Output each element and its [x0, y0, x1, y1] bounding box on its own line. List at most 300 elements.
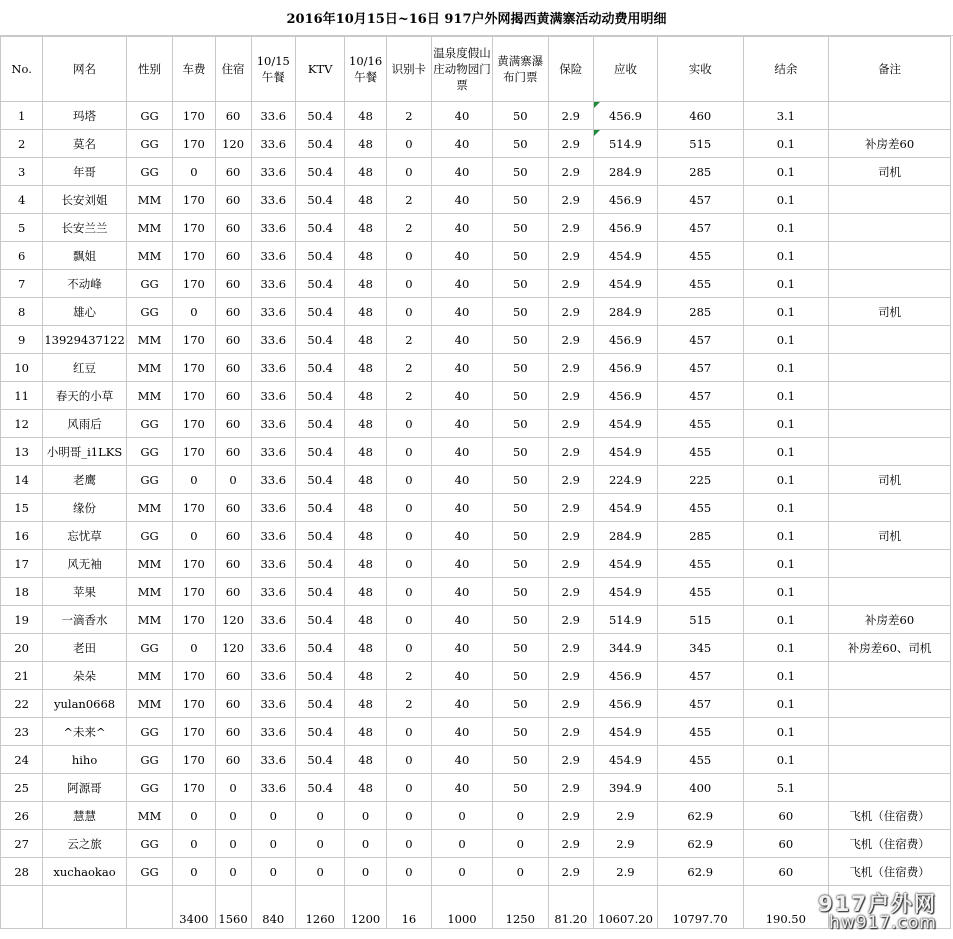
table-cell[interactable]: 40: [432, 550, 493, 578]
table-cell[interactable]: hiho: [43, 746, 127, 774]
table-cell[interactable]: 0: [432, 802, 493, 830]
table-cell[interactable]: 50.4: [295, 662, 345, 690]
table-cell[interactable]: 2.9: [593, 802, 657, 830]
table-cell[interactable]: [829, 354, 951, 382]
table-cell[interactable]: 4: [1, 186, 43, 214]
table-cell[interactable]: 5: [1, 214, 43, 242]
table-cell[interactable]: 0.1: [743, 270, 829, 298]
table-cell[interactable]: 457: [657, 690, 743, 718]
table-cell[interactable]: 2: [1, 130, 43, 158]
table-cell[interactable]: 40: [432, 662, 493, 690]
table-cell[interactable]: 0: [173, 158, 215, 186]
table-cell[interactable]: 老鹰: [43, 466, 127, 494]
table-cell[interactable]: 455: [657, 410, 743, 438]
table-cell[interactable]: 40: [432, 690, 493, 718]
table-cell[interactable]: 0: [173, 298, 215, 326]
table-cell[interactable]: 一滴香水: [43, 606, 127, 634]
table-cell[interactable]: 莫名: [43, 130, 127, 158]
table-cell[interactable]: 460: [657, 102, 743, 130]
table-cell[interactable]: 62.9: [657, 858, 743, 886]
table-cell[interactable]: 40: [432, 130, 493, 158]
table-cell[interactable]: 0: [215, 466, 251, 494]
table-cell[interactable]: 朵朵: [43, 662, 127, 690]
table-cell[interactable]: 50: [492, 522, 548, 550]
table-cell[interactable]: 2: [386, 102, 431, 130]
table-cell[interactable]: 19: [1, 606, 43, 634]
table-cell[interactable]: 48: [345, 326, 386, 354]
table-cell[interactable]: 33.6: [251, 606, 295, 634]
table-cell[interactable]: 40: [432, 494, 493, 522]
col-fare-header[interactable]: 车费: [173, 37, 215, 102]
table-cell[interactable]: 2.9: [548, 494, 593, 522]
table-cell[interactable]: 40: [432, 578, 493, 606]
table-cell[interactable]: GG: [126, 270, 172, 298]
table-cell[interactable]: 1: [1, 102, 43, 130]
table-cell[interactable]: 457: [657, 354, 743, 382]
table-cell[interactable]: 0.1: [743, 494, 829, 522]
table-cell[interactable]: 0: [173, 634, 215, 662]
table-cell[interactable]: MM: [126, 242, 172, 270]
table-cell[interactable]: 飘姐: [43, 242, 127, 270]
table-cell[interactable]: 0: [492, 802, 548, 830]
table-cell[interactable]: 48: [345, 690, 386, 718]
table-cell[interactable]: 0: [386, 578, 431, 606]
table-cell[interactable]: GG: [126, 522, 172, 550]
table-cell[interactable]: 40: [432, 634, 493, 662]
col-remarks-header[interactable]: 备注: [829, 37, 951, 102]
table-cell[interactable]: 60: [215, 438, 251, 466]
table-cell[interactable]: 0: [173, 830, 215, 858]
table-cell[interactable]: 0.1: [743, 746, 829, 774]
table-cell[interactable]: 2.9: [548, 662, 593, 690]
table-cell[interactable]: MM: [126, 382, 172, 410]
table-cell[interactable]: 0.1: [743, 550, 829, 578]
table-cell[interactable]: 0: [386, 158, 431, 186]
table-cell[interactable]: 28: [1, 858, 43, 886]
table-cell[interactable]: 0: [386, 270, 431, 298]
totals-cell[interactable]: [1, 886, 43, 929]
table-cell[interactable]: 50: [492, 158, 548, 186]
table-cell[interactable]: 50.4: [295, 214, 345, 242]
table-cell[interactable]: GG: [126, 410, 172, 438]
table-cell[interactable]: 0: [386, 438, 431, 466]
table-cell[interactable]: 小明哥_i1LKS: [43, 438, 127, 466]
table-cell[interactable]: 2.9: [593, 830, 657, 858]
table-cell[interactable]: [829, 102, 951, 130]
table-cell[interactable]: 2.9: [548, 522, 593, 550]
table-cell[interactable]: 48: [345, 354, 386, 382]
table-cell[interactable]: 2.9: [548, 298, 593, 326]
table-cell[interactable]: [829, 774, 951, 802]
table-cell[interactable]: 50: [492, 746, 548, 774]
table-cell[interactable]: 0.1: [743, 634, 829, 662]
table-cell[interactable]: 50: [492, 326, 548, 354]
table-cell[interactable]: 514.9: [593, 130, 657, 158]
table-cell[interactable]: [829, 578, 951, 606]
table-cell[interactable]: 7: [1, 270, 43, 298]
table-cell[interactable]: 2.9: [548, 438, 593, 466]
table-cell[interactable]: 司机: [829, 466, 951, 494]
table-cell[interactable]: 455: [657, 718, 743, 746]
table-cell[interactable]: xuchaokao: [43, 858, 127, 886]
table-cell[interactable]: 170: [173, 718, 215, 746]
table-cell[interactable]: 48: [345, 522, 386, 550]
table-cell[interactable]: 22: [1, 690, 43, 718]
table-cell[interactable]: 年哥: [43, 158, 127, 186]
table-cell[interactable]: 40: [432, 102, 493, 130]
totals-cell[interactable]: 10797.70: [657, 886, 743, 929]
table-cell[interactable]: 2.9: [548, 578, 593, 606]
table-cell[interactable]: 0.1: [743, 130, 829, 158]
table-cell[interactable]: 33.6: [251, 382, 295, 410]
table-cell[interactable]: [829, 270, 951, 298]
table-cell[interactable]: 60: [215, 522, 251, 550]
table-cell[interactable]: yulan0668: [43, 690, 127, 718]
totals-cell[interactable]: 16: [386, 886, 431, 929]
table-cell[interactable]: 170: [173, 242, 215, 270]
table-cell[interactable]: 33.6: [251, 158, 295, 186]
table-cell[interactable]: GG: [126, 830, 172, 858]
table-cell[interactable]: 2.9: [593, 858, 657, 886]
table-cell[interactable]: 0: [386, 774, 431, 802]
table-cell[interactable]: 284.9: [593, 158, 657, 186]
table-cell[interactable]: MM: [126, 662, 172, 690]
table-cell[interactable]: 50.4: [295, 130, 345, 158]
table-cell[interactable]: 50.4: [295, 746, 345, 774]
table-cell[interactable]: 33.6: [251, 550, 295, 578]
table-cell[interactable]: 50.4: [295, 326, 345, 354]
table-cell[interactable]: 0: [386, 550, 431, 578]
table-cell[interactable]: 33.6: [251, 326, 295, 354]
col-idcard-header[interactable]: 识别卡: [386, 37, 431, 102]
table-cell[interactable]: 456.9: [593, 214, 657, 242]
table-cell[interactable]: 缘份: [43, 494, 127, 522]
table-cell[interactable]: 50: [492, 186, 548, 214]
table-cell[interactable]: 0.1: [743, 606, 829, 634]
table-cell[interactable]: 170: [173, 746, 215, 774]
table-cell[interactable]: 455: [657, 746, 743, 774]
table-cell[interactable]: 284.9: [593, 298, 657, 326]
table-cell[interactable]: 48: [345, 438, 386, 466]
table-cell[interactable]: 400: [657, 774, 743, 802]
table-cell[interactable]: 33.6: [251, 270, 295, 298]
table-cell[interactable]: 9: [1, 326, 43, 354]
table-cell[interactable]: 456.9: [593, 326, 657, 354]
table-cell[interactable]: [829, 382, 951, 410]
table-cell[interactable]: 50.4: [295, 718, 345, 746]
table-cell[interactable]: [829, 746, 951, 774]
table-cell[interactable]: MM: [126, 326, 172, 354]
table-cell[interactable]: 48: [345, 158, 386, 186]
table-cell[interactable]: 120: [215, 130, 251, 158]
table-cell[interactable]: 40: [432, 186, 493, 214]
table-cell[interactable]: [829, 494, 951, 522]
table-cell[interactable]: 120: [215, 606, 251, 634]
table-cell[interactable]: 48: [345, 606, 386, 634]
table-cell[interactable]: 2.9: [548, 466, 593, 494]
table-cell[interactable]: 0: [386, 606, 431, 634]
table-cell[interactable]: 456.9: [593, 690, 657, 718]
table-cell[interactable]: 454.9: [593, 718, 657, 746]
table-cell[interactable]: 风雨后: [43, 410, 127, 438]
totals-cell[interactable]: 840: [251, 886, 295, 929]
table-cell[interactable]: 60: [215, 494, 251, 522]
table-cell[interactable]: 2.9: [548, 802, 593, 830]
table-cell[interactable]: 457: [657, 214, 743, 242]
table-cell[interactable]: 40: [432, 158, 493, 186]
table-cell[interactable]: 394.9: [593, 774, 657, 802]
table-cell[interactable]: GG: [126, 774, 172, 802]
table-cell[interactable]: 18: [1, 578, 43, 606]
table-cell[interactable]: 2.9: [548, 214, 593, 242]
table-cell[interactable]: 长安兰兰: [43, 214, 127, 242]
table-cell[interactable]: 2.9: [548, 690, 593, 718]
table-cell[interactable]: 5.1: [743, 774, 829, 802]
table-cell[interactable]: 515: [657, 606, 743, 634]
table-cell[interactable]: 48: [345, 102, 386, 130]
table-cell[interactable]: [829, 242, 951, 270]
table-cell[interactable]: 40: [432, 354, 493, 382]
table-cell[interactable]: 456.9: [593, 382, 657, 410]
table-cell[interactable]: 50: [492, 382, 548, 410]
table-cell[interactable]: 515: [657, 130, 743, 158]
table-cell[interactable]: 0.1: [743, 326, 829, 354]
table-cell[interactable]: 457: [657, 382, 743, 410]
table-cell[interactable]: 0: [386, 494, 431, 522]
table-cell[interactable]: 0: [295, 802, 345, 830]
table-cell[interactable]: 60: [215, 550, 251, 578]
table-cell[interactable]: 345: [657, 634, 743, 662]
table-cell[interactable]: 48: [345, 578, 386, 606]
table-cell[interactable]: 170: [173, 606, 215, 634]
table-cell[interactable]: 170: [173, 382, 215, 410]
table-cell[interactable]: 补房差60、司机: [829, 634, 951, 662]
table-cell[interactable]: ^未来^: [43, 718, 127, 746]
table-cell[interactable]: 50.4: [295, 606, 345, 634]
table-cell[interactable]: 2.9: [548, 326, 593, 354]
table-cell[interactable]: 50: [492, 298, 548, 326]
table-cell[interactable]: 2.9: [548, 858, 593, 886]
col-receivable-header[interactable]: 应收: [593, 37, 657, 102]
table-cell[interactable]: 13: [1, 438, 43, 466]
table-cell[interactable]: 50: [492, 102, 548, 130]
table-cell[interactable]: 456.9: [593, 102, 657, 130]
table-cell[interactable]: 50.4: [295, 242, 345, 270]
table-cell[interactable]: 25: [1, 774, 43, 802]
table-cell[interactable]: 0.1: [743, 466, 829, 494]
table-cell[interactable]: 20: [1, 634, 43, 662]
table-cell[interactable]: 40: [432, 270, 493, 298]
table-cell[interactable]: GG: [126, 158, 172, 186]
table-cell[interactable]: 0: [295, 830, 345, 858]
table-cell[interactable]: 457: [657, 186, 743, 214]
table-cell[interactable]: 2: [386, 662, 431, 690]
table-cell[interactable]: 455: [657, 550, 743, 578]
table-cell[interactable]: [829, 186, 951, 214]
table-cell[interactable]: 2.9: [548, 718, 593, 746]
totals-cell[interactable]: 1200: [345, 886, 386, 929]
table-cell[interactable]: 0: [215, 858, 251, 886]
table-cell[interactable]: 40: [432, 718, 493, 746]
table-cell[interactable]: 0.1: [743, 690, 829, 718]
table-cell[interactable]: 0: [215, 774, 251, 802]
table-cell[interactable]: 33.6: [251, 522, 295, 550]
table-cell[interactable]: 33.6: [251, 298, 295, 326]
table-cell[interactable]: 48: [345, 186, 386, 214]
table-cell[interactable]: 456.9: [593, 662, 657, 690]
table-cell[interactable]: 33.6: [251, 102, 295, 130]
table-cell[interactable]: 62.9: [657, 830, 743, 858]
table-cell[interactable]: 224.9: [593, 466, 657, 494]
col-ktv-header[interactable]: KTV: [295, 37, 345, 102]
table-cell[interactable]: 23: [1, 718, 43, 746]
table-cell[interactable]: 司机: [829, 522, 951, 550]
table-cell[interactable]: 170: [173, 662, 215, 690]
table-cell[interactable]: 60: [215, 354, 251, 382]
table-cell[interactable]: 62.9: [657, 802, 743, 830]
table-cell[interactable]: 170: [173, 102, 215, 130]
table-cell[interactable]: 40: [432, 410, 493, 438]
table-cell[interactable]: [829, 690, 951, 718]
table-cell[interactable]: 170: [173, 550, 215, 578]
table-cell[interactable]: 0: [295, 858, 345, 886]
table-cell[interactable]: MM: [126, 494, 172, 522]
table-cell[interactable]: 33.6: [251, 130, 295, 158]
table-cell[interactable]: 456.9: [593, 186, 657, 214]
table-cell[interactable]: 50.4: [295, 690, 345, 718]
table-cell[interactable]: 6: [1, 242, 43, 270]
table-cell[interactable]: 0: [386, 718, 431, 746]
table-cell[interactable]: 225: [657, 466, 743, 494]
table-cell[interactable]: 0: [386, 466, 431, 494]
table-cell[interactable]: 455: [657, 270, 743, 298]
table-cell[interactable]: 0.1: [743, 718, 829, 746]
table-cell[interactable]: 456.9: [593, 354, 657, 382]
table-cell[interactable]: 50: [492, 550, 548, 578]
table-cell[interactable]: 10: [1, 354, 43, 382]
table-cell[interactable]: 3.1: [743, 102, 829, 130]
table-cell[interactable]: 50: [492, 662, 548, 690]
table-cell[interactable]: 雄心: [43, 298, 127, 326]
table-cell[interactable]: 40: [432, 466, 493, 494]
totals-cell[interactable]: 1250: [492, 886, 548, 929]
table-cell[interactable]: 48: [345, 298, 386, 326]
table-cell[interactable]: 50: [492, 354, 548, 382]
table-cell[interactable]: 170: [173, 130, 215, 158]
table-cell[interactable]: 15: [1, 494, 43, 522]
table-cell[interactable]: 284.9: [593, 522, 657, 550]
table-cell[interactable]: 170: [173, 438, 215, 466]
totals-cell[interactable]: [43, 886, 127, 929]
table-cell[interactable]: 60: [743, 830, 829, 858]
table-cell[interactable]: 司机: [829, 158, 951, 186]
table-cell[interactable]: 飞机（住宿费）: [829, 858, 951, 886]
table-cell[interactable]: 50: [492, 494, 548, 522]
table-cell[interactable]: [829, 326, 951, 354]
table-cell[interactable]: 0.1: [743, 662, 829, 690]
col-lodging-header[interactable]: 住宿: [215, 37, 251, 102]
table-cell[interactable]: 50: [492, 578, 548, 606]
table-cell[interactable]: 48: [345, 662, 386, 690]
table-cell[interactable]: 170: [173, 690, 215, 718]
totals-cell[interactable]: 190.50: [743, 886, 829, 929]
table-cell[interactable]: 0: [386, 298, 431, 326]
table-cell[interactable]: 48: [345, 382, 386, 410]
table-cell[interactable]: 0.1: [743, 186, 829, 214]
table-cell[interactable]: 40: [432, 774, 493, 802]
table-cell[interactable]: 26: [1, 802, 43, 830]
table-cell[interactable]: 60: [215, 578, 251, 606]
table-cell[interactable]: 60: [215, 298, 251, 326]
table-cell[interactable]: 红豆: [43, 354, 127, 382]
table-cell[interactable]: 50: [492, 606, 548, 634]
table-cell[interactable]: 飞机（住宿费）: [829, 802, 951, 830]
table-cell[interactable]: 老田: [43, 634, 127, 662]
table-cell[interactable]: 50.4: [295, 466, 345, 494]
table-cell[interactable]: 0: [386, 858, 431, 886]
table-cell[interactable]: 苹果: [43, 578, 127, 606]
table-cell[interactable]: 12: [1, 410, 43, 438]
table-cell[interactable]: GG: [126, 718, 172, 746]
table-cell[interactable]: 33.6: [251, 494, 295, 522]
table-cell[interactable]: [829, 410, 951, 438]
table-cell[interactable]: 33.6: [251, 634, 295, 662]
table-cell[interactable]: 2.9: [548, 186, 593, 214]
table-cell[interactable]: 60: [215, 158, 251, 186]
table-cell[interactable]: 慧慧: [43, 802, 127, 830]
table-cell[interactable]: 50.4: [295, 270, 345, 298]
table-cell[interactable]: 48: [345, 214, 386, 242]
table-cell[interactable]: 2.9: [548, 774, 593, 802]
table-cell[interactable]: 2.9: [548, 354, 593, 382]
table-cell[interactable]: 170: [173, 214, 215, 242]
table-cell[interactable]: 2.9: [548, 634, 593, 662]
table-cell[interactable]: 48: [345, 774, 386, 802]
table-cell[interactable]: 50.4: [295, 578, 345, 606]
table-cell[interactable]: 33.6: [251, 662, 295, 690]
table-cell[interactable]: 170: [173, 326, 215, 354]
table-cell[interactable]: 50: [492, 634, 548, 662]
table-cell[interactable]: 170: [173, 410, 215, 438]
table-cell[interactable]: 33.6: [251, 466, 295, 494]
table-cell[interactable]: 50: [492, 690, 548, 718]
table-cell[interactable]: GG: [126, 298, 172, 326]
table-cell[interactable]: 457: [657, 662, 743, 690]
table-cell[interactable]: 454.9: [593, 270, 657, 298]
table-cell[interactable]: 50.4: [295, 550, 345, 578]
table-cell[interactable]: 50.4: [295, 634, 345, 662]
table-cell[interactable]: 0: [432, 830, 493, 858]
table-cell[interactable]: 0: [386, 242, 431, 270]
table-cell[interactable]: 0: [386, 410, 431, 438]
table-cell[interactable]: 50: [492, 718, 548, 746]
table-cell[interactable]: 48: [345, 242, 386, 270]
col-resort-ticket-header[interactable]: 温泉度假山庄动物园门票: [432, 37, 493, 102]
table-cell[interactable]: 0: [386, 634, 431, 662]
table-cell[interactable]: 33.6: [251, 578, 295, 606]
table-cell[interactable]: 48: [345, 270, 386, 298]
table-cell[interactable]: 2: [386, 186, 431, 214]
table-cell[interactable]: 司机: [829, 298, 951, 326]
table-cell[interactable]: GG: [126, 858, 172, 886]
table-cell[interactable]: 60: [215, 746, 251, 774]
table-cell[interactable]: 云之旅: [43, 830, 127, 858]
table-cell[interactable]: 0.1: [743, 578, 829, 606]
table-cell[interactable]: 0.1: [743, 298, 829, 326]
table-cell[interactable]: 0.1: [743, 158, 829, 186]
table-cell[interactable]: 0: [345, 802, 386, 830]
table-cell[interactable]: 48: [345, 130, 386, 158]
